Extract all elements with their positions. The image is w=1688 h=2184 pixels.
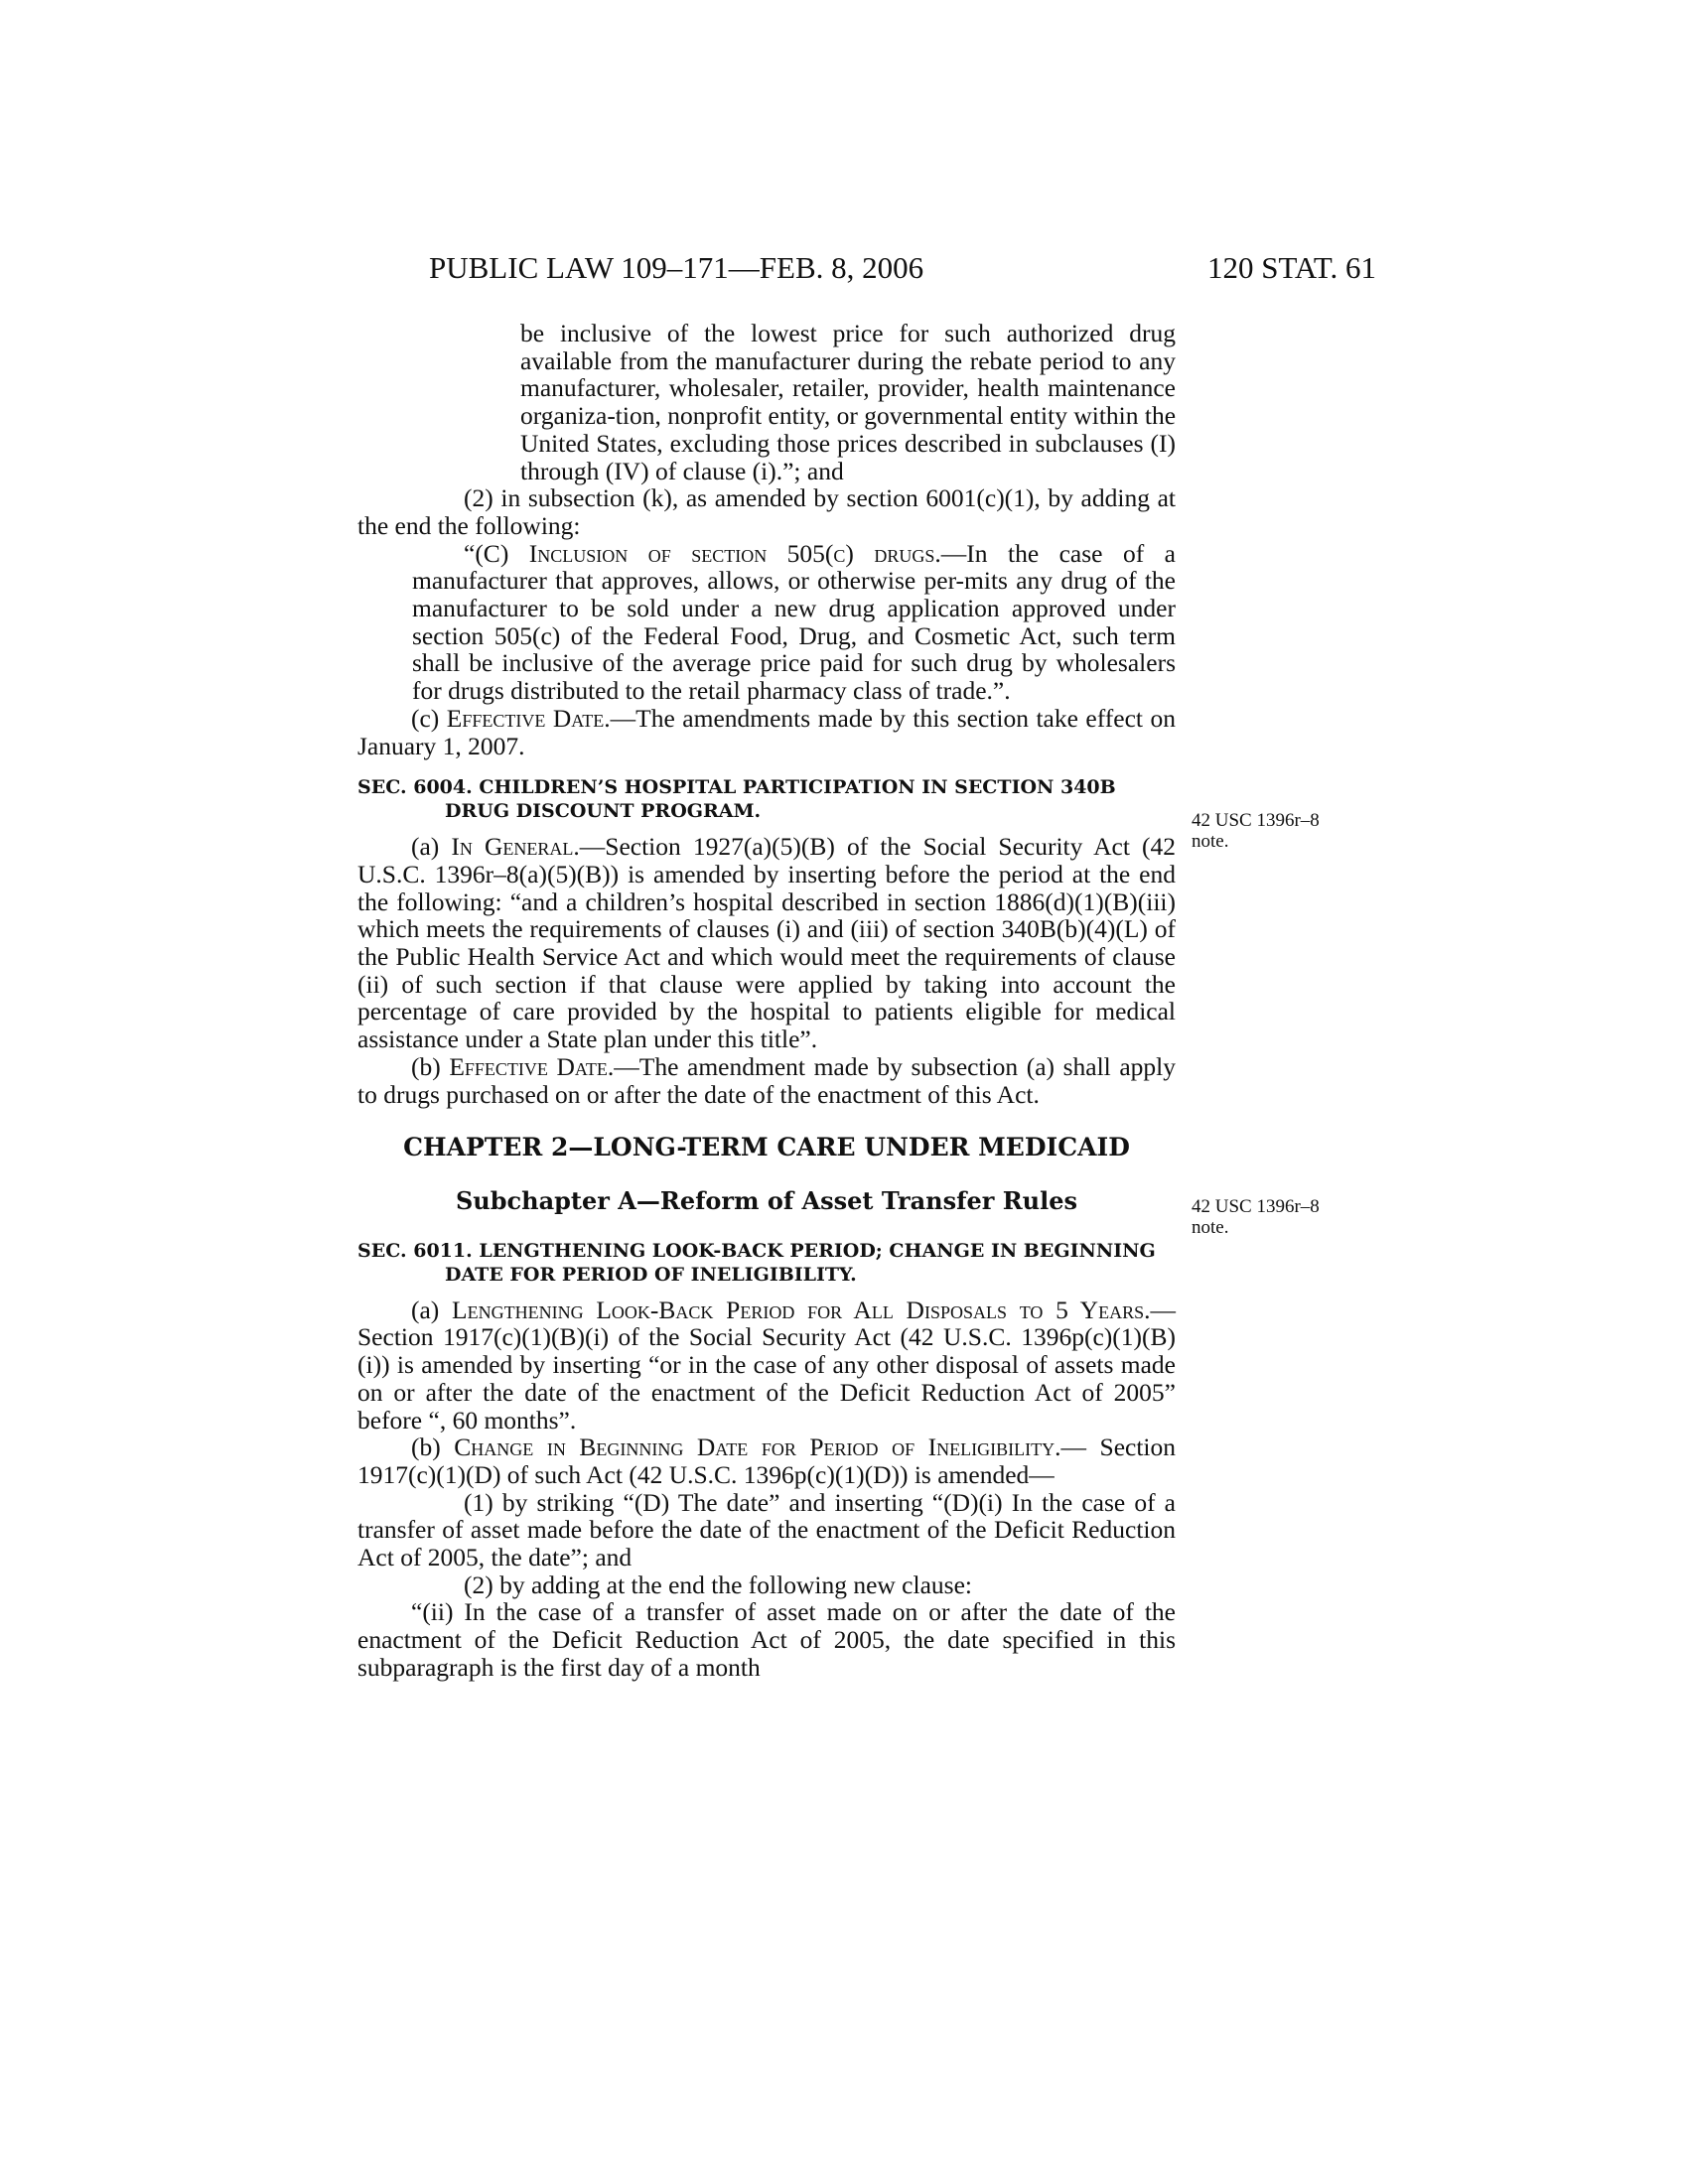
label-b: (b) [411,1051,450,1081]
paragraph-item-2: (2) in subsection (k), as amended by section 6001(c)(1), by adding at the end the following: [357,483,1176,540]
effective-date-heading-b: Effective Date. [449,1051,615,1081]
effective-date-text-b: —The amendment made by subsection (a) shall apply to drugs purchased on or after the date of the enactment of this Act. [357,1051,1177,1109]
paragraph-in-general [357,833,1176,1053]
effective-date-text-c: —The amendments made by this section take effect on January 1, 2007. [357,703,1176,760]
stat-page-number: 120 STAT. 61 [1206,250,1376,285]
effective-date-heading-c: Effective Date. [446,703,611,733]
paragraph-effective-date-b [357,1053,1176,1108]
subparagraph-c-text: —In the case of a manufacturer that approves, allows, or otherwise per-mits any drug of the manufacturer to be sold under a new drug application approved under section 505(c) of the Federal Food, Drug, and Cosmetic Act, such term shall be inclusive of the average price paid for such drug by wholesalers for drugs distributed to the retail pharmacy class of trade.”. [412,538,1176,706]
paragraph-item-1-striking: (1) by striking “(D) The date” and inserting “(D)(i) In the case of a transfer of asset made before the date of the enactment of the Deficit Reduction Act of 2005, the date”; and [357,1487,1176,1572]
margin-note-2-line2: note. [1192,1217,1229,1238]
label-b-6011: (b) [411,1433,455,1462]
margin-note-1-line1: 42 USC 1396r–8 [1192,810,1320,831]
paragraph-clause-continuation: be inclusive of the lowest price for such authorized drug available from the manufacturer during the rebate period to any manufacturer, wholesaler, retailer, provider, health maintenance organiza-tion, nonprofit entity, or governmental entity within the United States, excluding those prices described in subclauses (I) through (IV) of clause (i).”; and [520,319,1177,485]
margin-note-1 [1192,810,1380,852]
paragraph-effective-date-c [357,705,1176,759]
beginning-date-heading: Change in Beginning Date for Period of Ineligibility. [454,1433,1061,1462]
in-general-heading: In General. [451,832,580,862]
paragraph-item-2-adding: (2) by adding at the end the following new clause: [464,1570,972,1599]
lookback-text: —Section 1917(c)(1)(B)(i) of the Social Security Act (42 U.S.C. 1396p(c)(1)(B)(i)) is amended by inserting “or in the case of any other disposal of assets made on or after the date of the enactment of the Deficit Reduction Act of 2005” before “, 60 months”. [357,1295,1176,1434]
section-6011-heading: SEC. 6011. LENGTHENING LOOK-BACK PERIOD; CHANGE IN BEGINNING DATE FOR PERIOD OF INELIGIBILITY. [357,1239,1156,1286]
running-title: PUBLIC LAW 109–171—FEB. 8, 2006 [429,250,924,285]
subparagraph-c-heading: “(C) Inclusion of section 505(c) drugs. [464,538,941,568]
margin-note-2 [1192,1196,1380,1238]
subchapter-heading: Subchapter A—Reform of Asset Transfer Rules [455,1185,1078,1215]
paragraph-subparagraph-c [357,540,1176,705]
document-body [357,320,1176,1682]
beginning-date-text: — Section 1917(c)(1)(D) of such Act (42 U.S.C. 1396p(c)(1)(D)) is amended— [357,1433,1176,1489]
lookback-heading: Lengthening Look-Back Period for All Disposals to 5 Years. [452,1295,1151,1324]
label-a: (a) [411,832,452,862]
chapter-heading: CHAPTER 2—LONG-TERM CARE UNDER MEDICAID [403,1133,1130,1162]
page-header [0,250,1688,290]
paragraph-clause-ii: “(ii) In the case of a transfer of asset made on or after the date of the enactment of the Deficit Reduction Act of 2005, the date specified in this subparagraph is the first day of a month [357,1597,1176,1682]
paragraph-beginning-date [357,1433,1176,1488]
label-c: (c) [411,703,447,733]
margin-note-1-line2: note. [1192,831,1229,852]
in-general-text: —Section 1927(a)(5)(B) of the Social Security Act (42 U.S.C. 1396r–8(a)(5)(B)) is amended by inserting before the period at the end the following: “and a children’s hospital described in section 1886(d)(1)(B)(iii) which meets the requirements of clauses (i) and (iii) of section 340B(b)(4)(L) of the Public Health Service Act and which would meet the requirements of clause (ii) of such section if that clause were applied by taking into account the percentage of care provided by the hospital to patients eligible for medical assistance under a State plan under this title”. [357,832,1176,1054]
margin-note-2-line1: 42 USC 1396r–8 [1192,1196,1320,1217]
paragraph-lookback [357,1297,1176,1434]
label-a-6011: (a) [411,1295,453,1324]
section-6004-heading: SEC. 6004. CHILDREN’S HOSPITAL PARTICIPATION IN SECTION 340B DRUG DISCOUNT PROGRAM. [357,776,1116,823]
